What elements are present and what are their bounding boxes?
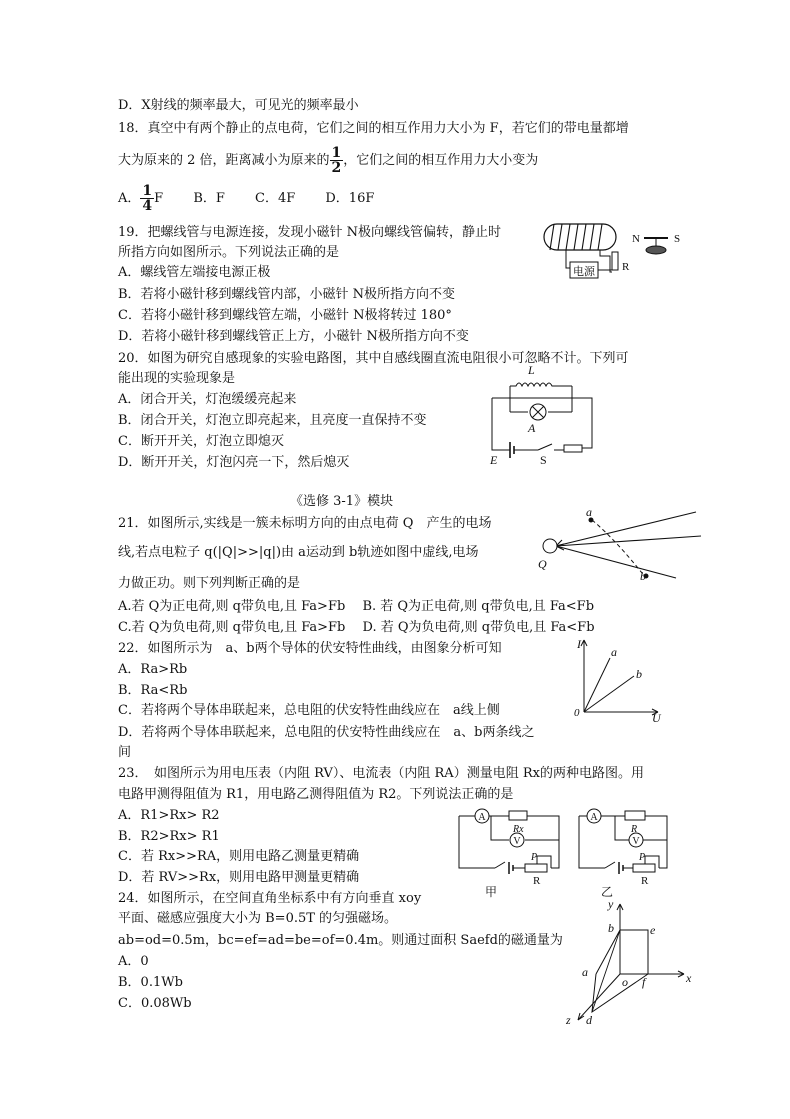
axis-x-label: x — [686, 971, 692, 985]
q22-option-a: A．Ra>Rb — [118, 662, 188, 677]
q23-stem-line1: 23． 如图所示为用电压表（内阻 RV）、电流表（内阻 RA）测量电阻 Rx的两种电路图。用 — [118, 766, 644, 781]
q18-options: A． $\frac{1}{4}$ F B．F C．4F D．16F — [118, 183, 375, 214]
line-a-label: a — [611, 645, 617, 659]
solenoid-figure — [540, 218, 700, 290]
q24-stem-line2: 平面、磁感应强度大小为 B=0.5T 的匀强磁场。 — [118, 911, 398, 926]
q24-option-c: C．0.08Wb — [118, 996, 192, 1011]
rx-1-label: Rx — [513, 824, 524, 835]
self-inductance-circuit — [480, 362, 604, 468]
point-f-label: f — [642, 975, 646, 989]
q20-option-b: B．闭合开关，灯泡立即亮起来，且亮度一直保持不变 — [118, 413, 427, 428]
charge-q-label: Q — [538, 557, 547, 571]
q20-option-d: D．断开开关，灯泡闪亮一下，然后熄灭 — [118, 455, 350, 470]
circuit-yi-label: 乙 — [601, 885, 614, 899]
fraction-one-half: $\frac{1}{2}$ — [331, 145, 342, 176]
resistor-label: R — [622, 261, 630, 273]
line-b-label: b — [636, 667, 642, 681]
needle-s-label: S — [674, 233, 681, 245]
point-d-label: d — [586, 1013, 592, 1027]
q23-option-c: C．若 Rx>>RA，则用电路乙测量更精确 — [118, 849, 360, 864]
axis-y-label: y — [608, 897, 614, 911]
circuit-jia-label: 甲 — [485, 885, 498, 899]
q21-options-ab: A.若 Q为正电荷,则 q带负电,且 Fa>Fb B. 若 Q为正电荷,则 q带负电,且 Fa<Fb — [118, 599, 595, 614]
voltmeter-2-label: V — [632, 836, 640, 847]
origin-o-label: o — [622, 975, 628, 989]
coordinate-system-figure — [562, 896, 698, 1030]
axis-z-label: z — [566, 1013, 571, 1027]
q19-option-a: A．螺线管左端接电源正极 — [118, 265, 271, 280]
q22-option-d-line2: 间 — [118, 745, 132, 760]
q20-option-a: A．闭合开关，灯泡缓缓亮起来 — [118, 392, 297, 407]
inductor-label: L — [528, 363, 535, 377]
q21-stem-line3: 力做正功。则下列判断正确的是 — [118, 576, 301, 591]
ammeter-1-label: A — [478, 812, 486, 823]
rheostat-1-label: R — [533, 875, 541, 887]
q19-option-d: D．若将小磁针移到螺线管正上方，小磁针 N极所指方向不变 — [118, 329, 469, 344]
origin-label: 0 — [574, 707, 580, 719]
q22-stem: 22．如图所示为 a、b两个导体的伏安特性曲线，由图象分析可知 — [118, 641, 502, 656]
q23-stem-line2: 电路甲测得阻值为 R1，用电路乙测得阻值为 R2。下列说法正确的是 — [118, 787, 514, 802]
measurement-circuits-figure — [455, 804, 675, 900]
q22-option-b: B．Ra<Rb — [118, 683, 188, 698]
q19-option-c: C．若将小磁针移到螺线管左端，小磁针 N极将转过 180° — [118, 308, 452, 323]
ammeter-2-label: A — [590, 812, 598, 823]
point-b-label: b — [608, 921, 614, 935]
fraction-one-quarter: $\frac{1}{4}$ — [142, 183, 153, 214]
point-a-label: a — [586, 506, 592, 519]
q19-option-b: B．若将小磁针移到螺线管内部，小磁针 N极所指方向不变 — [118, 287, 456, 302]
q21-stem-line2: 线,若点电粒子 q(|Q|>>|q|)由 a运动到 b轨迹如图中虚线,电场 — [118, 545, 479, 560]
q23-option-a: A．R1>Rx> R2 — [118, 808, 220, 823]
point-a-label: a — [582, 965, 588, 979]
rheostat-2-label: R — [641, 875, 649, 887]
q17-option-d: D．X射线的频率最大，可见光的频率最小 — [118, 98, 359, 113]
lamp-label: A — [528, 421, 536, 435]
q19-stem-line2: 所指方向如图所示。下列说法正确的是 — [118, 245, 340, 260]
axis-u-label: U — [652, 711, 661, 724]
r-2-label: R — [631, 824, 638, 835]
q24-option-a: A．0 — [118, 954, 149, 969]
slider-2-label: P — [639, 852, 646, 863]
point-b-label: b — [640, 569, 646, 583]
battery-label: E — [490, 453, 498, 467]
q24-stem-line1: 24．如图所示，在空间直角坐标系中有方向垂直 xoy — [118, 891, 422, 906]
module-title: 《选修 3-1》模块 — [290, 494, 394, 509]
voltmeter-1-label: V — [513, 836, 521, 847]
q18-stem-line1: 18．真空中有两个静止的点电荷，它们之间的相互作用力大小为 F，若它们的带电量都增 — [118, 121, 629, 136]
needle-n-label: N — [632, 233, 640, 245]
power-label: 电源 — [573, 266, 595, 278]
q18-stem-line2: 大为原来的 2 倍，距离减小为原来的 $\frac{1}{2}$ ，它们之间的相互作用力大小变为 — [118, 145, 539, 176]
q20-stem-line2: 能出现的实验现象是 — [118, 371, 236, 386]
slider-1-label: P — [531, 852, 538, 863]
axis-i-label: I — [577, 637, 581, 651]
point-e-label: e — [650, 923, 656, 937]
q23-option-b: B．R2>Rx> R1 — [118, 829, 220, 844]
electric-field-lines-figure — [536, 506, 706, 584]
q24-option-b: B．0.1Wb — [118, 975, 183, 990]
switch-label: S — [540, 453, 547, 467]
q23-option-d: D．若 RV>>Rx，则用电路甲测量更精确 — [118, 870, 360, 885]
q24-stem-line3: ab=od=0.5m，bc=ef=ad=be=of=0.4m。则通过面积 Saefd的磁通量为 — [118, 933, 563, 948]
q21-options-cd: C.若 Q为负电荷,则 q带负电,且 Fa>Fb D. 若 Q为负电荷,则 q带负电,且 Fa<Fb — [118, 620, 595, 635]
q19-stem-line1: 19．把螺线管与电源连接，发现小磁针 N极向螺线管偏转，静止时 — [118, 225, 502, 240]
iv-characteristic-figure — [574, 636, 674, 724]
q22-option-d-line1: D．若将两个导体串联起来，总电阻的伏安特性曲线应在 a、b两条线之 — [118, 725, 535, 740]
q22-option-c: C．若将两个导体串联起来，总电阻的伏安特性曲线应在 a线上侧 — [118, 703, 500, 718]
q21-stem-line1: 21．如图所示,实线是一簇未标明方向的由点电荷 Q 产生的电场 — [118, 516, 492, 531]
q20-option-c: C．断开开关，灯泡立即熄灭 — [118, 434, 284, 449]
q20-stem-line1: 20．如图为研究自感现象的实验电路图，其中自感线圈直流电阻很小可忽略不计。下列可 — [118, 351, 629, 366]
